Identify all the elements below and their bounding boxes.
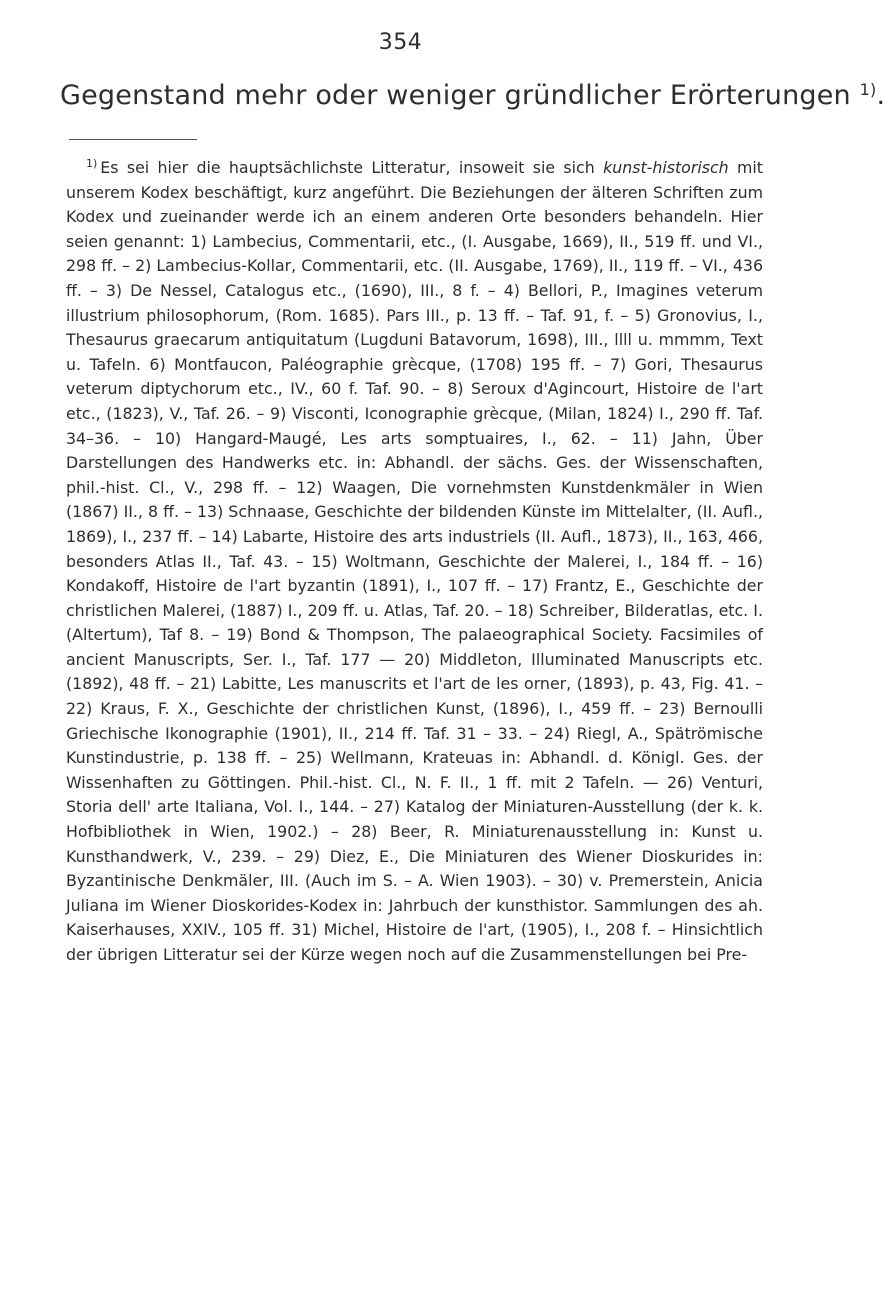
reference-entry: 12) Waagen, Die vornehmsten Kunstdenkmäler in Wien (1867) II., 8 ff. [66,477,763,522]
reference-entry: 31) Michel, Histoire de l'art, (1905), I., 208 f. [291,920,652,940]
reference-entry: 29) Diez, E., Die Miniaturen des Wiener Dioskurides in: Byzantinische Denkmäler, III. (Auch im S. – A. Wien 1903). [66,846,763,891]
reference-entry: 5) Gronovius, I., Thesaurus graecarum antiquitatum (Lugduni Batavorum, 1698), III., llll u. mmmm, Text u. Tafeln. [66,305,763,374]
reference-entry: 28) Beer, R. Miniaturenausstellung in: Kunst u. Kunsthandwerk, V., 239. [66,822,763,866]
heading-footnote-marker: 1) [859,80,877,99]
reference-entry: 17) Frantz, E., Geschichte der christlichen Malerei, (1887) I., 209 ff. u. Atlas, Taf. 20. [66,576,763,620]
reference-entry: 9) Visconti, Iconographie grècque, (Milan, 1824) I., 290 ff. Taf. 34–36. [66,403,763,448]
footnote-separator [69,139,197,140]
footnote-intro-continued: mit unserem Kodex beschäftigt, kurz angeführt. Die Beziehungen der älteren Schriften zum Kodex und zueinander werde ich an einem anderen Orte besonders behandeln. Hier seien genannt: [66,158,763,251]
reference-entry: 8) Seroux d'Agincourt, Histoire de l'art etc., (1823), V., Taf. 26. [66,379,764,423]
footnote-intro: Es sei hier die hauptsächlichste Litteratur, insoweit sie sich [100,158,595,177]
reference-entry: 1) Lambecius, Commentarii, etc., (I. Ausgabe, 1669), II., 519 ff. und VI., 298 ff. [66,231,763,276]
reference-entry: 21) Labitte, Les manuscrits et l'art de les orner, (1893), p. 43, Fig. 41. [189,674,750,694]
reference-entry: 3) De Nessel, Catalogus etc., (1690), III., 8 f. [105,280,480,300]
reference-entry: 18) Schreiber, Bilderatlas, etc. I. (Altertum), Taf 8. [66,600,763,645]
footnote-marker: 1) [86,157,98,170]
reference-entry: 6) Montfaucon, Paléographie grècque, (1708) 195 ff. [149,354,586,374]
reference-entry: 26) Venturi, Storia dell' arte Italiana, Vol. I., 144. [66,772,763,817]
footnote-closing: – Hinsichtlich der übrigen Litteratur sei der Kürze wegen noch auf die Zusammenstellungen bei Pre- [66,920,764,964]
reference-entry: 11) Jahn, Über Darstellungen des Handwerks etc. in: Abhandl. der sächs. Ges. der Wissenschaften, phil.-hist. Cl., V., 298 ff. [66,428,763,497]
footnote-intro-emphasis: kunst-historisch [603,158,729,177]
reference-entry: 23) Bernoulli Griechische Ikonographie (1901), II., 214 ff. Taf. 31 – 33. [66,699,763,743]
reference-entry: 7) Gori, Thesaurus veterum diptychorum etc., IV., 60 f. Taf. 90. [66,354,763,399]
reference-entry: 15) Woltmann, Geschichte der Malerei, I., 184 ff. [311,551,714,571]
footnote [66,152,763,968]
reference-entry: 4) Bellori, P., Imagines veterum illustrium philosophorum, (Rom. 1685). Pars III., p. 13 ff. – Taf. 91, f. [66,280,763,325]
reference-entry: 20) Middleton, Illuminated Manuscripts etc. (1892), 48 ff. [66,649,763,694]
reference-entry: 27) Katalog der Miniaturen-Ausstellung (der k. k. Hofbibliothek in Wien, 1902.) [66,797,763,842]
reference-entry: 16) Kondakoff, Histoire de l'art byzantin (1891), I., 107 ff. [66,551,763,596]
reference-entry: 25) Wellmann, Krateuas in: Abhandl. d. Königl. Ges. der Wissenhaften zu Göttingen. Phil.-hist. Cl., N. F. II., 1 ff. mit 2 Tafeln. — [66,748,763,792]
reference-entry: 13) Schnaase, Geschichte der bildenden Künste im Mittelalter, (II. Aufl., 1869), I., 237 ff. [66,502,763,546]
reference-entry: 19) Bond & Thompson, The palaeographical Society. Facsimiles of ancient Manuscripts, Ser. I., Taf. 177 — [66,625,763,669]
reference-entry: 30) v. Premerstein, Anicia Juliana im Wiener Dioskorides-Kodex in: Jahrbuch der kunsthistor. Sammlungen des ah. Kaiserhauses, XXIV., 105 ff. [66,871,763,940]
reference-entry: 14) Labarte, Histoire des arts industriels (II. Aufl., 1873), II., 163, 466, besonders Atlas II., Taf. 43. [66,526,763,571]
page-heading: Gegenstand mehr oder weniger gründlicher Erörterungen $^{1)}$. [60,80,885,111]
reference-entry: 10) Hangard-Maugé, Les arts somptuaires, I., 62. [154,428,596,448]
reference-list: 1) Lambecius, Commentarii, etc., (I. Ausgabe, 1669), II., 519 ff. und VI., 298 ff. – 2) Lambecius-Kollar, Commentarii, etc. (II. Ausgabe, 1769), II., 119 ff. – VI., 436 ff. – 3) De Nessel, Catalogus etc., (1690), III., 8 f. – 4) Bellori, P., Imagines veterum illustrium philosophorum, (Rom. 1685). Pars III., p. 13 ff. – Taf. 91, f. – 5) Gronovius, I., Thesaurus graecarum antiquitatum (Lugduni Batavorum, 1698), III., llll u. mmmm, Text u. Tafeln. 6) Montfaucon, Paléographie grècque, (1708) 195 ff. – 7) Gori, Thesaurus veterum diptychorum etc., IV., 60 f. Taf. 90. – 8) Seroux d'Agincourt, Histoire de l'art etc., (1823), V., Taf. 26. – 9) Visconti, Iconographie grècque, (Milan, 1824) I., 290 ff. Taf. 34–36. – 10) Hangard-Maugé, Les arts somptuaires, I., 62. – 11) Jahn, Über Darstellungen des Handwerks etc. in: Abhandl. der sächs. Ges. der Wissenschaften, phil.-hist. Cl., V., 298 ff. – 12) Waagen, Die vornehmsten Kunstdenkmäler in Wien (1867) II., 8 ff. – 13) Schnaase, Geschichte der bildenden Künste im Mittelalter, (II. Aufl., 1869), I., 237 ff. – 14) Labarte, Histoire des arts industriels (II. Aufl., 1873), II., 163, 466, besonders Atlas II., Taf. 43. – 15) Woltmann, Geschichte der Malerei, I., 184 ff. – 16) Kondakoff, Histoire de l'art byzantin (1891), I., 107 ff. – 17) Frantz, E., Geschichte der christlichen Malerei, (1887) I., 209 ff. u. Atlas, Taf. 20. – 18) Schreiber, Bilderatlas, etc. I. (Altertum), Taf 8. – 19) Bond & Thompson, The palaeographical Society. Facsimiles of ancient Manuscripts, Ser. I., Taf. 177 — 20) Middleton, Illuminated Manuscripts etc. (1892), 48 ff. – 21) Labitte, Les manuscrits et l'art de les orner, (1893), p. 43, Fig. 41. – 22) Kraus, F. X., Geschichte der christlichen Kunst, (1896), I., 459 ff. – 23) Bernoulli Griechische Ikonographie (1901), II., 214 ff. Taf. 31 – 33. – 24) Riegl, A., Spätrömische Kunstindustrie, p. 138 ff. – 25) Wellmann, Krateuas in: Abhandl. d. Königl. Ges. der Wissenhaften zu Göttingen. Phil.-hist. Cl., N. F. II., 1 ff. mit 2 Tafeln. — 26) Venturi, Storia dell' arte Italiana, Vol. I., 144. – 27) Katalog der Miniaturen-Ausstellung (der k. k. Hofbibliothek in Wien, 1902.) – 28) Beer, R. Miniaturenausstellung in: Kunst u. Kunsthandwerk, V., 239. – 29) Diez, E., Die Miniaturen des Wiener Dioskurides in: Byzantinische Denkmäler, III. (Auch im S. – A. Wien 1903). – 30) v. Premerstein, Anicia Juliana im Wiener Dioskorides-Kodex in: Jahrbuch der kunsthistor. Sammlungen des ah. Kaiserhauses, XXIV., 105 ff. 31) Michel, Histoire de l'art, (1905), I., 208 f. [66,231,764,940]
reference-entry: 22) Kraus, F. X., Geschichte der christlichen Kunst, (1896), I., 459 ff. [66,699,636,719]
reference-entry: 24) Riegl, A., Spätrömische Kunstindustrie, p. 138 ff. [66,723,763,768]
page-number: 354 [378,30,423,55]
reference-entry: 2) Lambecius-Kollar, Commentarii, etc. (II. Ausgabe, 1769), II., 119 ff. – VI., 436 ff. [66,256,764,300]
heading-text: Gegenstand mehr oder weniger gründlicher Erörterungen [60,80,851,111]
